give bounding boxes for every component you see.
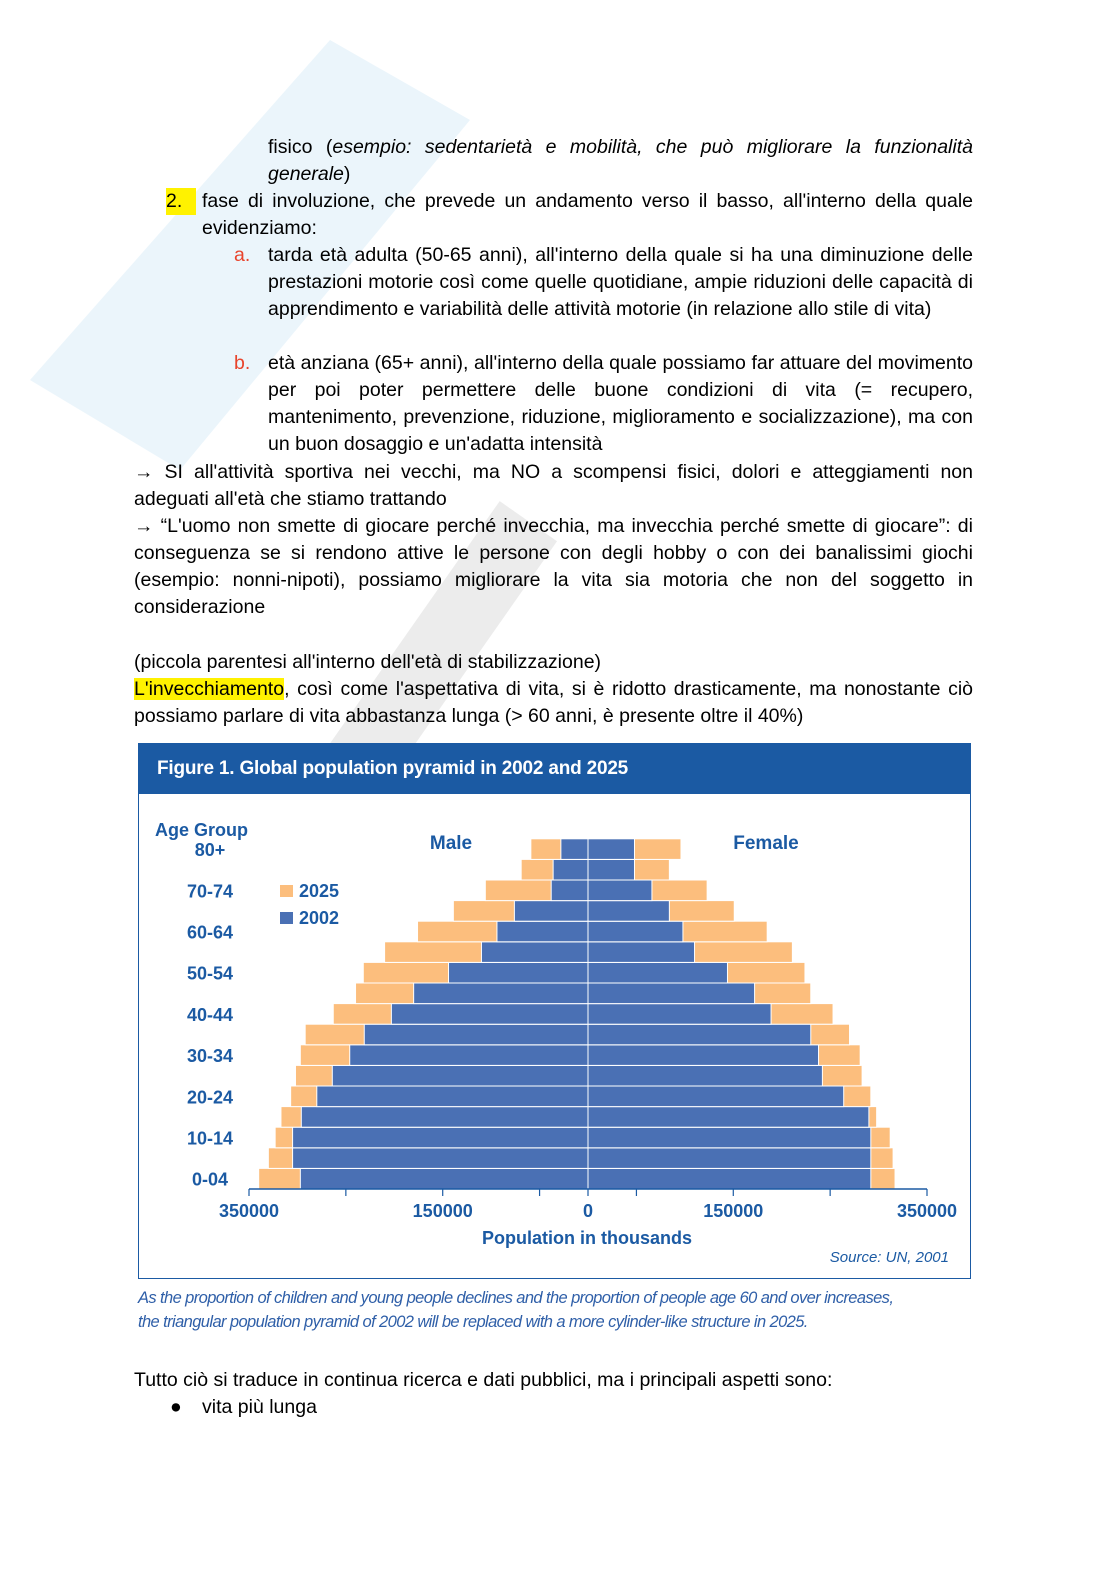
list-marker-b: b. (234, 352, 251, 374)
aging-paragraph: L'invecchiamento, così come l'aspettativa di vita, si è ridotto drasticamente, ma nonostante ciò possiamo parlare di vita abbastanza lunga (> 60 anni, è presente oltre il 40%) (134, 678, 973, 727)
bar-female-2002-age-55-59 (588, 942, 695, 963)
parenthesis-note: (piccola parentesi all'interno dell'età di stabilizzazione) (134, 651, 602, 673)
bar-female-2002-age-35-39 (588, 1024, 811, 1045)
figure-title: Figure 1. Global population pyramid in 2002 and 2025 (139, 744, 970, 794)
paragraph-fisico: fisico (esempio: sedentarietà e mobilità, che può migliorare la funzionalità generale) (268, 136, 973, 185)
bar-female-2002-age-25-29 (588, 1065, 822, 1086)
arrow-paragraph-1: → SI all'attività sportiva nei vecchi, ma NO a scompensi fisici, dolori e atteggiamenti non adeguati all'età che stiamo trattando (134, 461, 973, 510)
bar-male-2002-age-5-09 (293, 1148, 588, 1169)
bar-female-2002-age-75-79 (588, 859, 634, 880)
list-item-2: fase di involuzione, che prevede un andamento verso il basso, all'interno della quale evidenziamo: (202, 190, 973, 239)
bullet-item-1: vita più lunga (202, 1396, 317, 1418)
x-tick-label-4: 350000 (896, 1201, 958, 1221)
figure-caption: As the proportion of children and young people declines and the proportion of people age 60 and over increases, the triangular population pyramid of 2002 will be replaced with a more cylinder-like structure in 2025. (138, 1289, 894, 1331)
male-label: Male (429, 833, 473, 854)
bar-female-2002-age-40-44 (588, 1004, 771, 1025)
bar-male-2002-age-20-24 (317, 1086, 588, 1107)
bar-male-2002-age-75-79 (553, 859, 588, 880)
x-tick-label-0: 350000 (218, 1201, 280, 1221)
population-pyramid-figure (138, 743, 971, 1279)
bar-male-2002-age-40-44 (391, 1004, 588, 1025)
bar-male-2002-age-65-69 (514, 901, 588, 922)
bar-male-2002-age-25-29 (332, 1065, 588, 1086)
y-tick-age-40-44: 40-44 (186, 1004, 234, 1025)
x-axis-label: Population in thousands (482, 1228, 692, 1248)
list-marker-2: 2. (166, 188, 196, 215)
legend-swatch-2025 (280, 885, 293, 897)
summary-paragraph: Tutto ciò si traduce in continua ricerca e dati pubblici, ma i principali aspetti sono: (134, 1369, 833, 1391)
x-tick-label-2: 0 (582, 1201, 594, 1221)
bar-male-2002-age-70-74 (551, 880, 588, 901)
bar-male-2002-age-15-19 (301, 1107, 588, 1128)
bar-male-2002-age-35-39 (364, 1024, 588, 1045)
bar-male-2002-age-50-54 (449, 962, 588, 983)
y-tick-age-60-64: 60-64 (186, 922, 234, 943)
list-item-b: età anziana (65+ anni), all'interno della quale possiamo far attuare del movimento per poi poter permettere delle buone condizioni di vita (= recupero, mantenimento, prevenzione, riduzione, miglioramento e socializzazione), ma con un buon dosaggio e un'adatta intensità (268, 352, 973, 455)
y-tick-age-70-74: 70-74 (186, 881, 234, 902)
bar-female-2002-age-30-34 (588, 1045, 819, 1066)
bullet-dot: ● (170, 1396, 182, 1418)
bar-female-2002-age-10-14 (588, 1127, 871, 1148)
bar-male-2002-age-45-49 (414, 983, 588, 1004)
bar-female-2002-age-65-69 (588, 901, 669, 922)
bar-female-2002-age-45-49 (588, 983, 755, 1004)
y-tick-age-50-54: 50-54 (186, 963, 234, 984)
bar-male-2002-age-55-59 (481, 942, 588, 963)
bar-female-2002-age-15-19 (588, 1107, 869, 1128)
arrow-paragraph-2: → “L'uomo non smette di giocare perché invecchia, ma invecchia perché smette di giocare”: di conseguenza se si rendono attive le persone con degli hobby o con dei banalissimi giochi (esempio: nonni-nipoti), possiamo migliorare la vita sia motoria che non del soggetto in considerazione (134, 515, 973, 618)
y-tick-age-0-04: 0-04 (191, 1169, 229, 1190)
bar-male-2002-age-0-04 (300, 1168, 588, 1189)
bar-female-2002-age-50-54 (588, 962, 727, 983)
bar-female-2002-age-20-24 (588, 1086, 844, 1107)
aging-highlight: L'invecchiamento (134, 678, 285, 700)
list-item-a: tarda età adulta (50-65 anni), all'interno della quale si ha una diminuzione delle prestazioni motorie così come quelle quotidiane, ampie riduzioni delle capacità di apprendimento e variabilità delle attività motorie (in relazione allo stile di vita) (268, 244, 973, 320)
bar-male-2002-age-60-64 (497, 921, 588, 942)
female-label: Female (733, 833, 799, 854)
bar-male-2002-age-80plus (561, 839, 588, 860)
legend-label-2025: 2025 (299, 881, 340, 901)
x-tick-label-1: 150000 (412, 1201, 473, 1221)
x-tick-label-3: 150000 (703, 1201, 764, 1221)
legend-swatch-2002 (280, 912, 293, 924)
bar-female-2002-age-80plus (588, 839, 634, 860)
y-tick-age-10-14: 10-14 (186, 1128, 234, 1149)
bar-female-2002-age-70-74 (588, 880, 652, 901)
legend-label-2002: 2002 (299, 908, 340, 928)
y-axis-label: Age Group (155, 820, 248, 840)
pyramid-chart (139, 794, 970, 1278)
list-marker-a: a. (234, 244, 251, 266)
y-tick-age-30-34: 30-34 (186, 1046, 234, 1067)
y-tick-age-80plus: 80+ (194, 840, 226, 861)
bar-male-2002-age-30-34 (350, 1045, 588, 1066)
bar-male-2002-age-10-14 (293, 1127, 588, 1148)
bar-female-2002-age-5-09 (588, 1148, 871, 1169)
source-note: Source: UN, 2001 (829, 1249, 949, 1266)
bar-female-2002-age-60-64 (588, 921, 683, 942)
bar-female-2002-age-0-04 (588, 1168, 871, 1189)
y-tick-age-20-24: 20-24 (186, 1087, 234, 1108)
